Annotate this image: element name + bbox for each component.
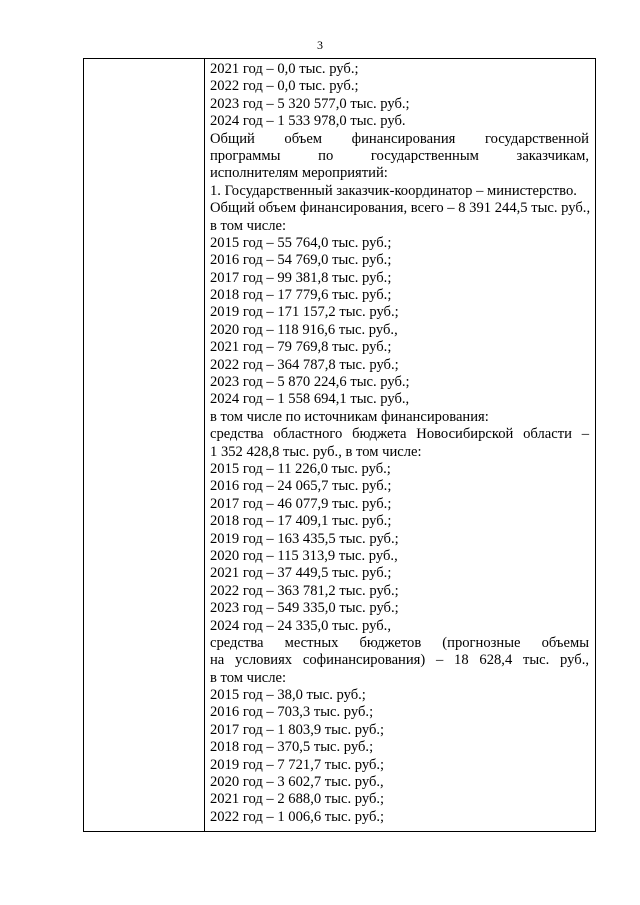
text-line: 2020 год – 118 916,6 тыс. руб., xyxy=(210,321,398,338)
text-line: 2019 год – 171 157,2 тыс. руб.; xyxy=(210,304,399,321)
text-line: средства местных бюджетов (прогнозные объемы xyxy=(210,634,589,651)
text-line: 2024 год – 24 335,0 тыс. руб., xyxy=(210,617,391,634)
financing-table xyxy=(83,58,596,832)
text-line: 2024 год – 1 533 978,0 тыс. руб. xyxy=(210,113,406,130)
text-line: на условиях софинансирования) – 18 628,4 тыс. руб., xyxy=(210,652,589,669)
text-line: в том числе: xyxy=(210,217,287,234)
text-line: 2017 год – 99 381,8 тыс. руб.; xyxy=(210,269,392,286)
text-line: 2023 год – 5 870 224,6 тыс. руб.; xyxy=(210,374,410,391)
text-line: исполнителям мероприятий: xyxy=(210,165,388,182)
text-line: средства областного бюджета Новосибирской области – xyxy=(210,426,589,443)
table-right-cell xyxy=(205,59,595,831)
text-line: 2015 год – 55 764,0 тыс. руб.; xyxy=(210,234,392,251)
text-line: 2023 год – 549 335,0 тыс. руб.; xyxy=(210,600,399,617)
text-line: 2021 год – 37 449,5 тыс. руб.; xyxy=(210,565,392,582)
text-line: 2022 год – 1 006,6 тыс. руб.; xyxy=(210,808,385,825)
text-line: в том числе: xyxy=(210,669,287,686)
text-line: 2015 год – 38,0 тыс. руб.; xyxy=(210,687,366,704)
text-line: Общий объем финансирования государственной xyxy=(210,130,589,147)
text-line: Общий объем финансирования, всего – 8 391 244,5 тыс. руб., xyxy=(210,200,591,217)
text-line: 2020 год – 115 313,9 тыс. руб., xyxy=(210,547,398,564)
text-line: 2019 год – 163 435,5 тыс. руб.; xyxy=(210,530,399,547)
page-number: 3 xyxy=(317,38,323,52)
text-line: 2022 год – 0,0 тыс. руб.; xyxy=(210,78,359,95)
text-line: 2020 год – 3 602,7 тыс. руб., xyxy=(210,774,384,791)
text-line: 1. Государственный заказчик-координатор – министерство. xyxy=(210,182,577,199)
text-line: 2021 год – 79 769,8 тыс. руб.; xyxy=(210,339,392,356)
text-line: 2018 год – 17 409,1 тыс. руб.; xyxy=(210,513,392,530)
text-line: 2017 год – 1 803,9 тыс. руб.; xyxy=(210,721,385,738)
text-line: 2018 год – 17 779,6 тыс. руб.; xyxy=(210,287,392,304)
table-left-cell xyxy=(84,59,205,831)
text-line: 2022 год – 364 787,8 тыс. руб.; xyxy=(210,356,399,373)
text-line: 2015 год – 11 226,0 тыс. руб.; xyxy=(210,460,391,477)
text-line: 2016 год – 703,3 тыс. руб.; xyxy=(210,704,374,721)
text-line: 2017 год – 46 077,9 тыс. руб.; xyxy=(210,495,392,512)
text-line: 2016 год – 54 769,0 тыс. руб.; xyxy=(210,252,392,269)
text-line: 2022 год – 363 781,2 тыс. руб.; xyxy=(210,582,399,599)
text-line: 1 352 428,8 тыс. руб., в том числе: xyxy=(210,443,422,460)
text-line: 2023 год – 5 320 577,0 тыс. руб.; xyxy=(210,95,410,112)
text-line: 2016 год – 24 065,7 тыс. руб.; xyxy=(210,478,392,495)
text-line: 2019 год – 7 721,7 тыс. руб.; xyxy=(210,756,385,773)
text-line: 2021 год – 2 688,0 тыс. руб.; xyxy=(210,791,385,808)
text-line: 2021 год – 0,0 тыс. руб.; xyxy=(210,61,359,77)
text-line: 2024 год – 1 558 694,1 тыс. руб., xyxy=(210,391,410,408)
text-line: программы по государственным заказчикам, xyxy=(210,147,589,164)
text-line: в том числе по источникам финансирования: xyxy=(210,408,489,425)
text-line: 2018 год – 370,5 тыс. руб.; xyxy=(210,739,374,756)
